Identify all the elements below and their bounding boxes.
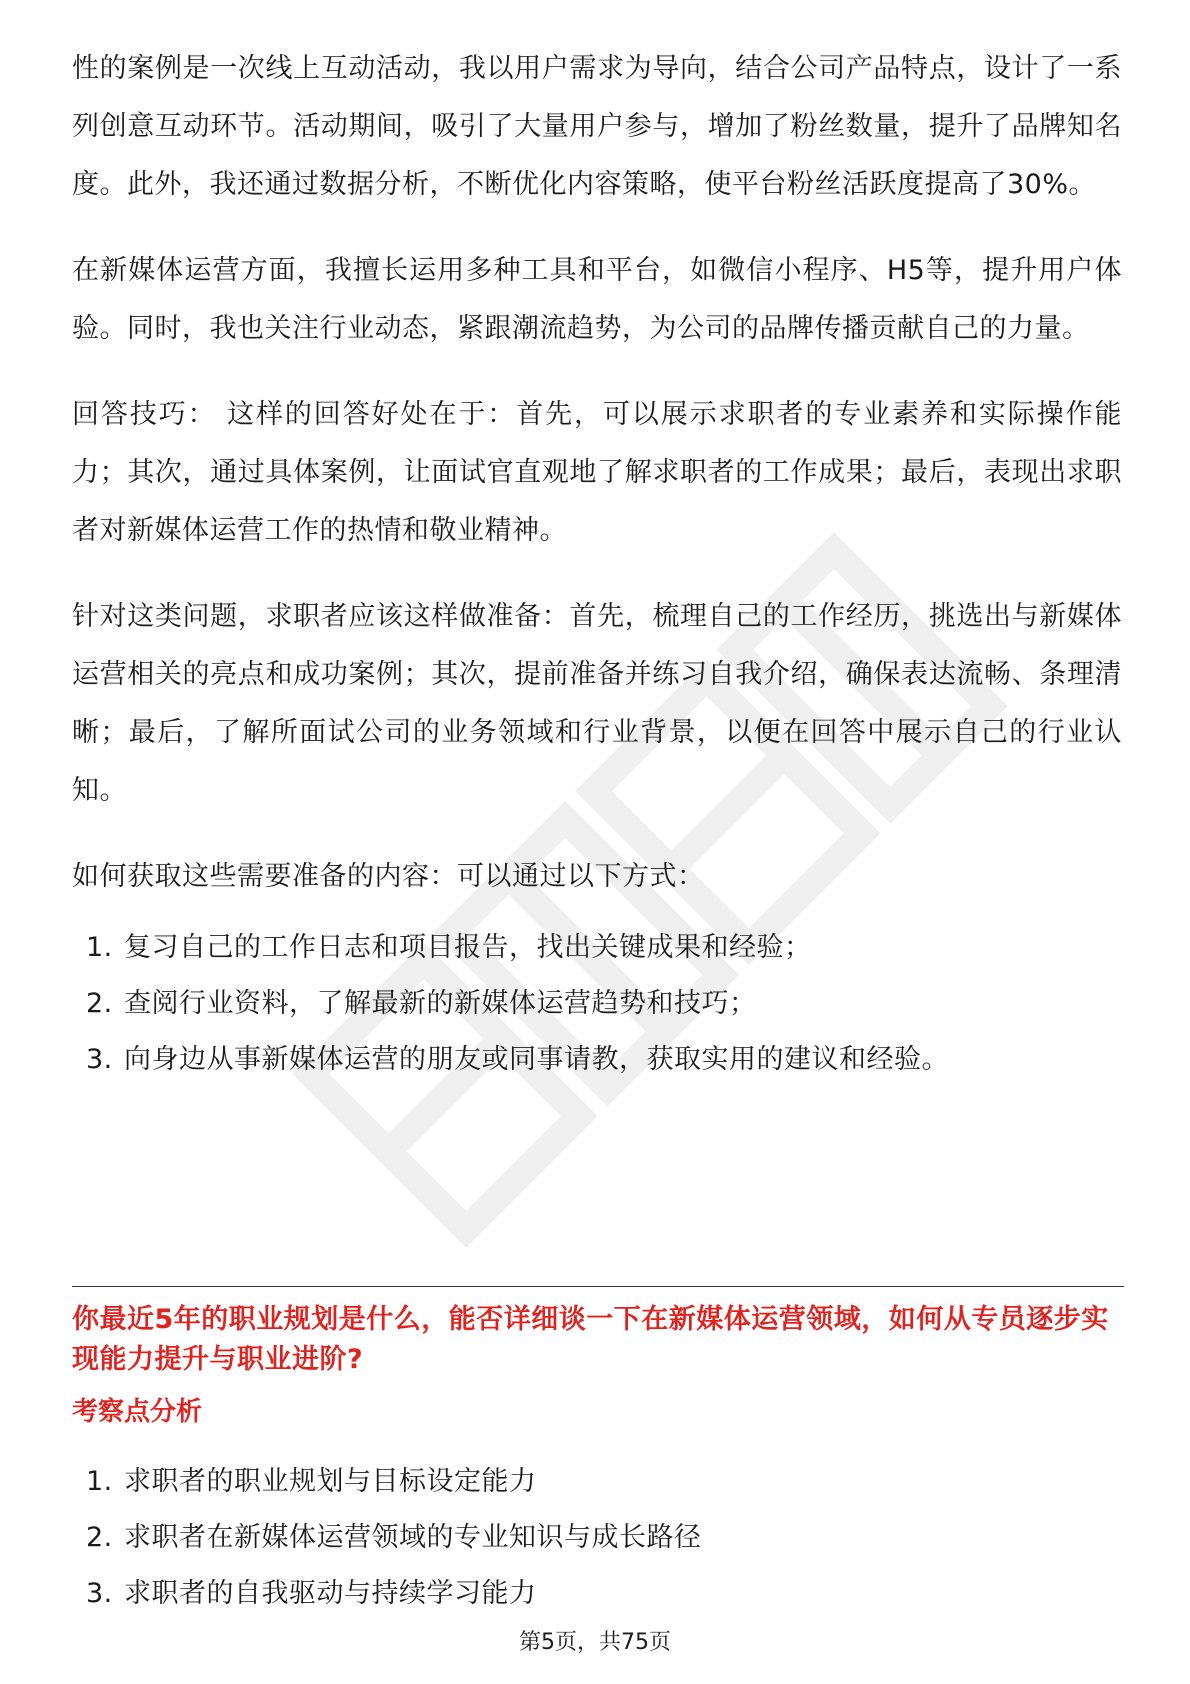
list-item-text: 求职者的自我驱动与持续学习能力 [124, 1578, 537, 1609]
document-body [72, 40, 1122, 1088]
paragraph-tools: 在新媒体运营方面，我擅长运用多种工具和平台，如微信小程序、H5等，提升用户体验。同时，我也关注行业动态，紧跟潮流趋势，为公司的品牌传播贡献自己的力量。 [72, 255, 1122, 344]
list-number: 1. [86, 932, 113, 963]
list-item-text: 求职者的职业规划与目标设定能力 [124, 1466, 537, 1497]
page-footer: 第5页，共75页 [519, 1630, 671, 1655]
list-number: 2. [86, 988, 113, 1019]
paragraph-answer-tips: 回答技巧： 这样的回答好处在于：首先，可以展示求职者的专业素养和实际操作能力；其次，通过具体案例，让面试官直观地了解求职者的工作成果；最后，表现出求职者对新媒体运营工作的热情和敬业精神。 [72, 399, 1122, 546]
analysis-list [72, 1454, 1122, 1622]
analysis-heading: 考察点分析 [72, 1397, 203, 1427]
section-divider [72, 1286, 1124, 1287]
list-item-text: 向身边从事新媒体运营的朋友或同事请教，获取实用的建议和经验。 [124, 1044, 949, 1075]
list-item [72, 976, 1122, 1032]
list-item [72, 1510, 1122, 1566]
paragraph-case-study: 性的案例是一次线上互动活动，我以用户需求为导向，结合公司产品特点，设计了一系列创意互动环节。活动期间，吸引了大量用户参与，增加了粉丝数量，提升了品牌知名度。此外，我还通过数据分析，不断优化内容策略，使平台粉丝活跃度提高了30%。 [72, 53, 1122, 200]
analysis-section [72, 1454, 1122, 1622]
list-item-text: 查阅行业资料，了解最新的新媒体运营趋势和技巧； [124, 988, 757, 1019]
list-item [72, 1032, 1122, 1088]
list-item-text: 复习自己的工作日志和项目报告，找出关键成果和经验； [124, 932, 812, 963]
preparation-list [72, 920, 1122, 1088]
list-item [72, 920, 1122, 976]
paragraph-preparation: 针对这类问题，求职者应该这样做准备：首先，梳理自己的工作经历，挑选出与新媒体运营相关的亮点和成功案例；其次，提前准备并练习自我介绍，确保表达流畅、条理清晰；最后，了解所面试公司的业务领域和行业背景，以便在回答中展示自己的行业认知。 [72, 601, 1122, 806]
list-number: 3. [86, 1044, 113, 1075]
list-number: 2. [86, 1522, 113, 1553]
list-item-text: 求职者在新媒体运营领域的专业知识与成长路径 [124, 1522, 702, 1553]
list-number: 3. [86, 1578, 113, 1609]
interview-question: 你最近5年的职业规划是什么，能否详细谈一下在新媒体运营领域，如何从专员逐步实现能力提升与职业进阶? [72, 1304, 1109, 1375]
list-item [72, 1566, 1122, 1622]
list-number: 1. [86, 1466, 113, 1497]
paragraph-how-to-get: 如何获取这些需要准备的内容：可以通过以下方式： [72, 861, 705, 892]
list-item [72, 1454, 1122, 1510]
